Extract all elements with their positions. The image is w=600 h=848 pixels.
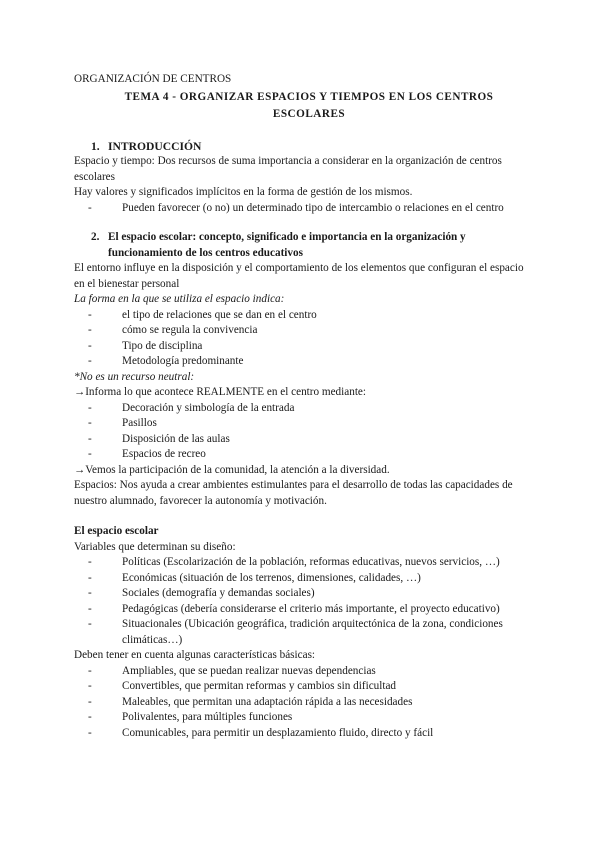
section-2-italic-note: La forma en la que se utiliza el espacio indica: — [74, 293, 285, 305]
section-2-arrow-line — [74, 463, 534, 479]
document-body — [74, 72, 534, 741]
section-2-paragraph: El entorno influye en la disposición y el comportamiento de los elementos que configuran el espacio en el bienestar personal — [74, 262, 524, 290]
list-item: - Situacionales (Ubicación geográfica, tradición arquitectónica de la zona, condiciones climáticas…) — [88, 617, 534, 648]
list-item: - Tipo de disciplina — [88, 339, 534, 355]
course-name: ORGANIZACIÓN DE CENTROS — [74, 73, 232, 85]
section-2-italic-note: *No es un recurso neutral: — [74, 370, 195, 383]
section-2-list-spaces — [74, 401, 534, 463]
list-item: - el tipo de relaciones que se dan en el centro — [88, 308, 534, 324]
section-1-paragraph: Hay valores y significados implícitos en la forma de gestión de los mismos. — [74, 186, 413, 198]
list-item: - Económicas (situación de los terrenos, dimensiones, calidades, …) — [88, 571, 534, 587]
section-2-number: 2. — [91, 231, 100, 243]
section-2-arrow-line — [74, 385, 534, 401]
section-3-paragraph: Variables que determinan su diseño: — [74, 540, 236, 553]
section-2-list-uses — [74, 308, 534, 370]
list-item: - Sociales (demografía y demandas sociales) — [88, 586, 534, 602]
list-item: - Convertibles, que permitan reformas y cambios sin dificultad — [88, 679, 534, 695]
list-item: - Maleables, que permitan una adaptación rápida a las necesidades — [88, 695, 534, 711]
section-2-heading — [91, 230, 534, 261]
section-1-list — [74, 201, 534, 217]
section-1-number: 1. — [91, 139, 100, 153]
document-title — [84, 89, 534, 124]
section-3-paragraph: Deben tener en cuenta algunas características básicas: — [74, 649, 316, 661]
list-item: - cómo se regula la convivencia — [88, 323, 534, 339]
arrow-line-text: Informa lo que acontece REALMENTE en el centro mediante: — [85, 386, 367, 398]
list-item: - Pedagógicas (debería considerarse el criterio más importante, el proyecto educativo) — [88, 602, 534, 618]
list-item: - Espacios de recreo — [88, 447, 534, 463]
list-item: - Decoración y simbología de la entrada — [88, 401, 534, 417]
section-2-title: El espacio escolar: concepto, significado e importancia en la organización y funcionamiento de los centros educativos — [108, 231, 466, 259]
list-item: - Metodología predominante — [88, 354, 534, 370]
section-1-paragraph: Espacio y tiempo: Dos recursos de suma importancia a considerar en la organización de centros escolares — [74, 155, 502, 183]
title-line-1: TEMA 4 - ORGANIZAR ESPACIOS Y TIEMPOS EN LOS CENTROS — [124, 90, 494, 103]
section-2-paragraph: Espacios: Nos ayuda a crear ambientes estimulantes para el desarrollo de todas las capacidades de nuestro alumnado, favorecer la autonomía y motivación. — [74, 479, 513, 507]
list-item: - Políticas (Escolarización de la población, reformas educativas, nuevos servicios, …) — [88, 555, 534, 571]
arrow-icon — [74, 386, 85, 398]
title-line-2: ESCOLARES — [272, 108, 346, 120]
list-item: - Pueden favorecer (o no) un determinado tipo de intercambio o relaciones en el centro — [88, 201, 534, 217]
list-item: - Pasillos — [88, 416, 534, 432]
section-1-heading — [91, 139, 534, 155]
list-item: - Comunicables, para permitir un desplazamiento fluido, directo y fácil — [88, 726, 534, 742]
list-item: - Polivalentes, para múltiples funciones — [88, 710, 534, 726]
list-item: - Ampliables, que se puedan realizar nuevas dependencias — [88, 664, 534, 680]
list-item: - Disposición de las aulas — [88, 432, 534, 448]
section-3-heading: El espacio escolar — [74, 525, 159, 537]
section-1-title: INTRODUCCIÓN — [108, 139, 202, 153]
arrow-icon — [74, 464, 85, 476]
section-3-list-characteristics — [74, 664, 534, 742]
section-3-list-variables — [74, 555, 534, 648]
arrow-line-text: Vemos la participación de la comunidad, la atención a la diversidad. — [85, 463, 390, 476]
